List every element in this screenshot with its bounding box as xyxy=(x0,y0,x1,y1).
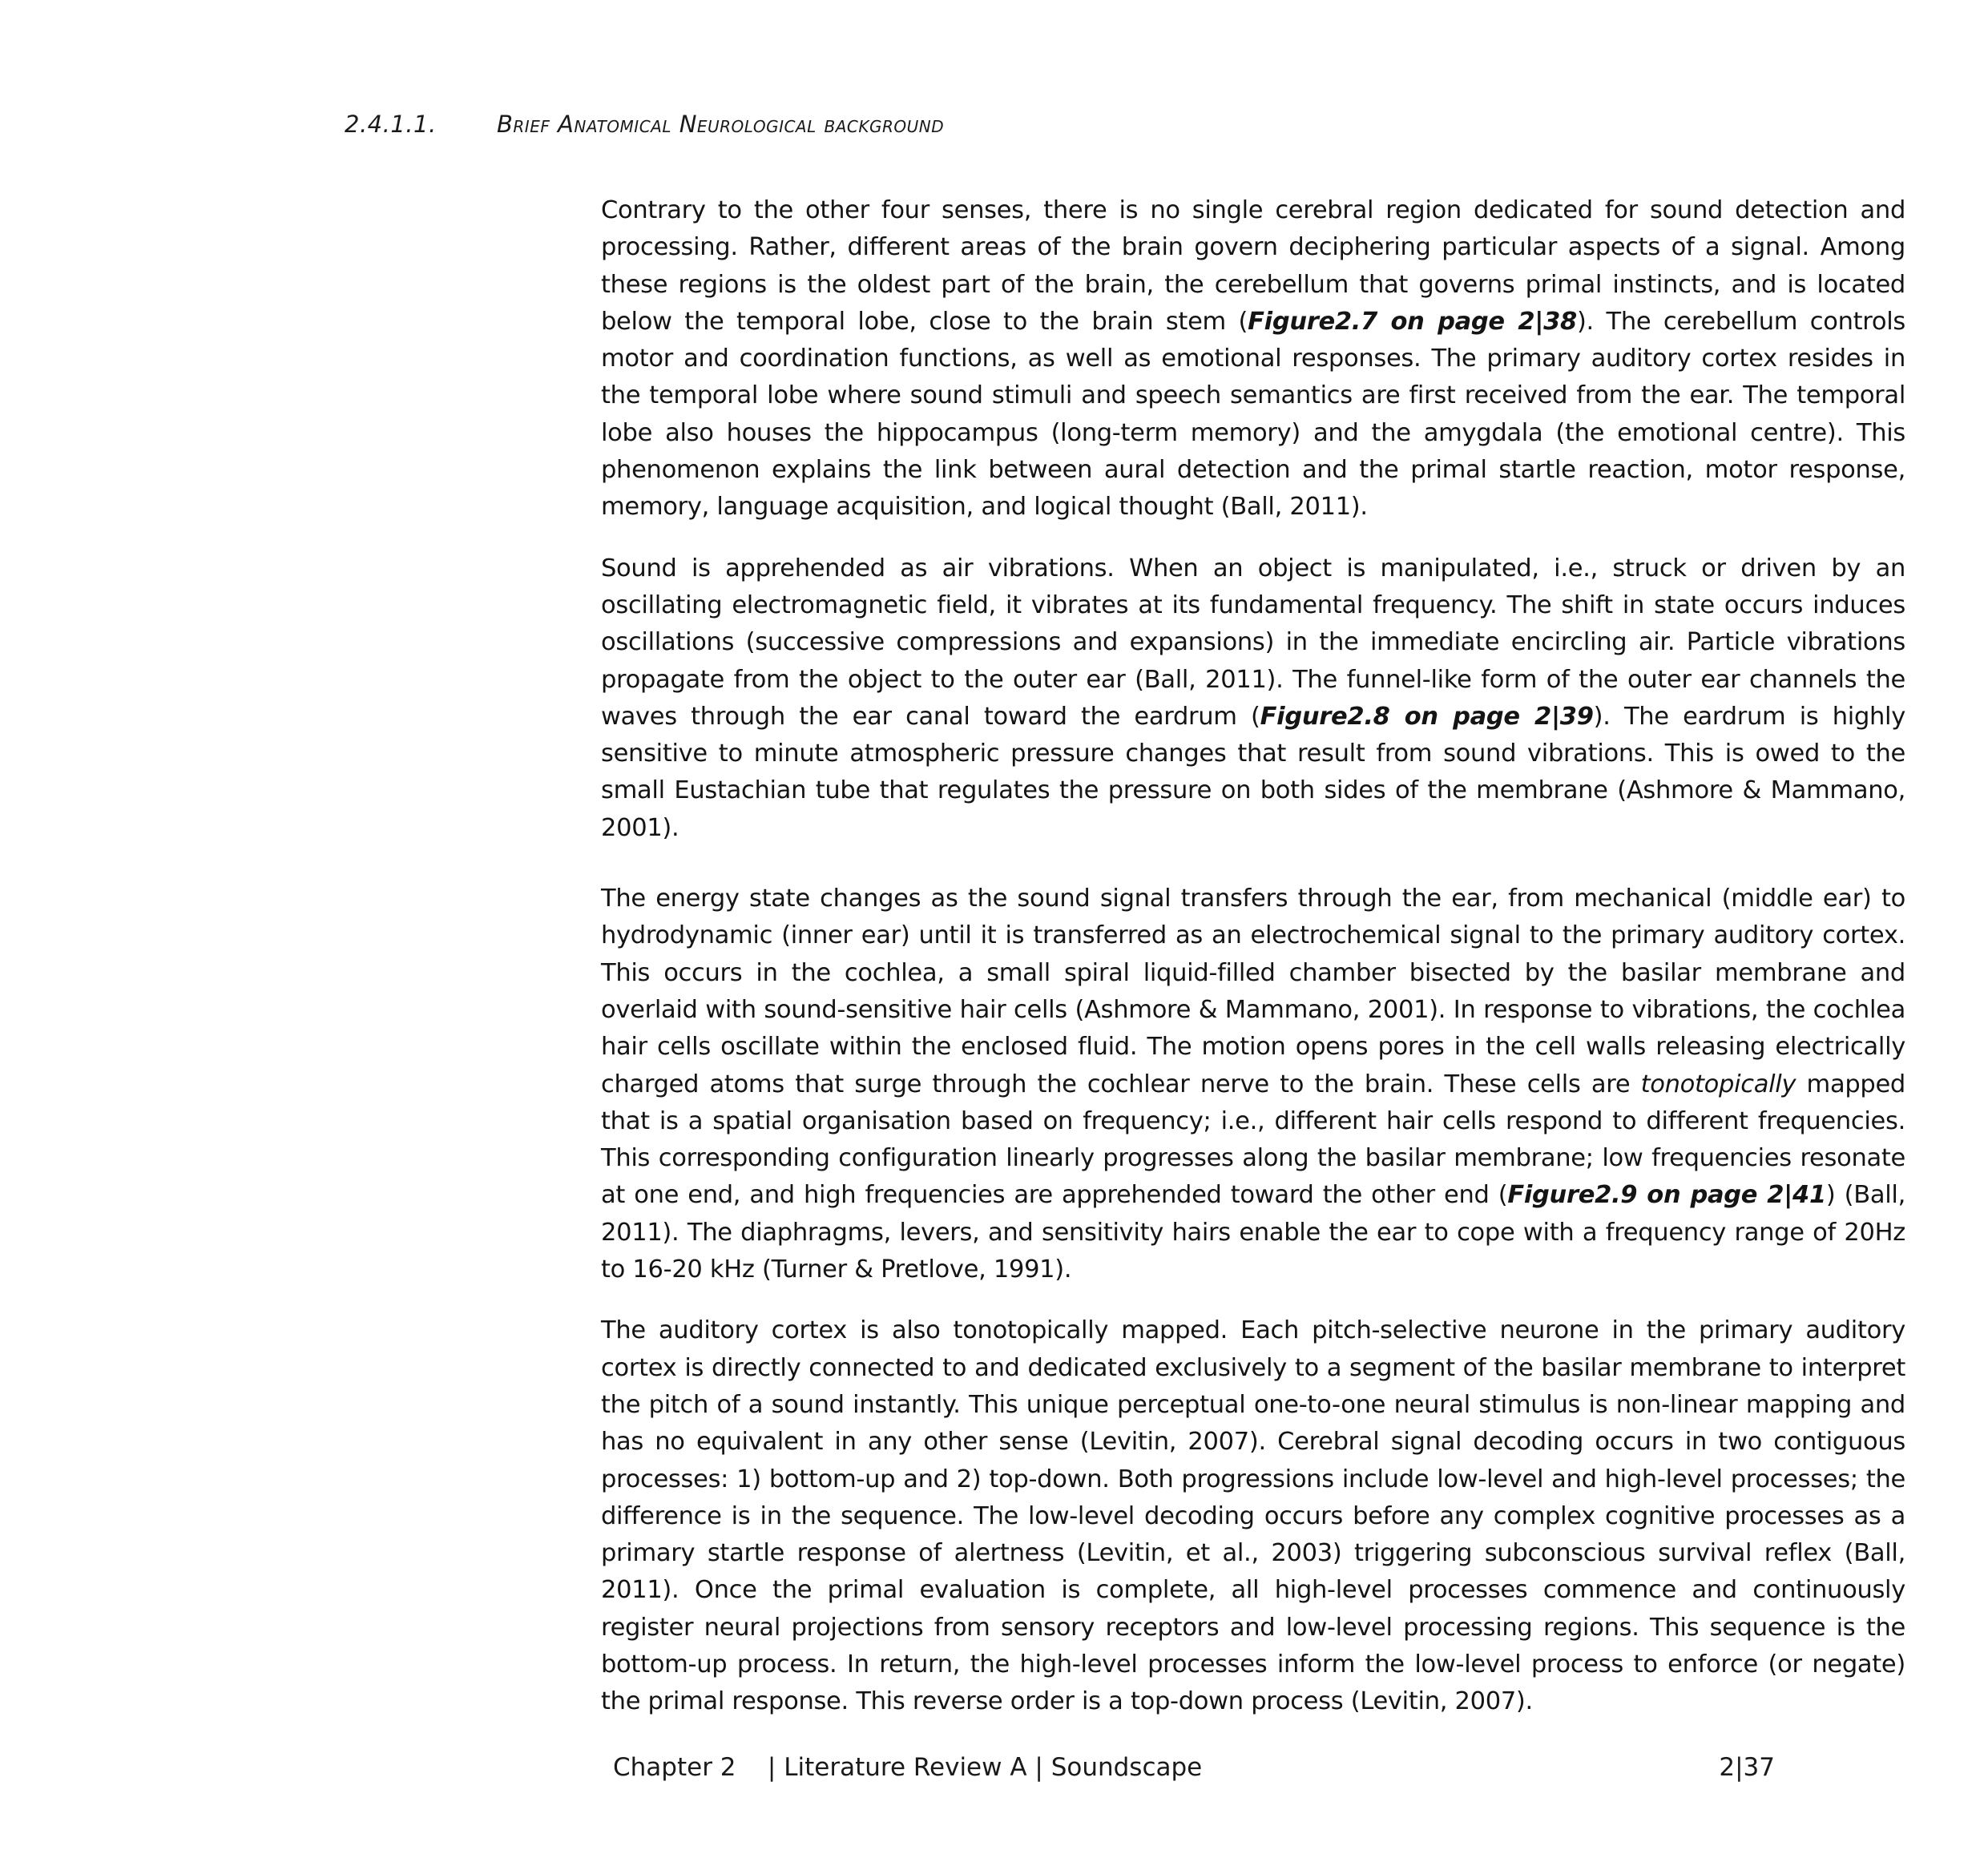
paragraph-2 xyxy=(601,550,1905,847)
footer-chapter-label: Chapter 2 | Literature Review A | Soundscape xyxy=(613,1753,1203,1782)
figure-reference-link[interactable]: Figure2.8 on page 2|39 xyxy=(1260,702,1594,731)
section-heading xyxy=(345,111,1466,146)
section-title: Brief Anatomical Neurological background xyxy=(497,111,945,138)
paragraph-1-text-a: Contrary to the other four senses, there is no single cerebral region dedicated for sound detection and processing. Rather, different areas of the brain govern deciphering particular aspects of a signal. Among these regions is the oldest part of the brain, the cerebellum that governs primal instincts, and is located below the temporal lobe, close to the brain stem ( xyxy=(601,196,1905,336)
paragraph-3 xyxy=(601,881,1905,1288)
paragraph-4-text-a: The auditory cortex is also tonotopically mapped. Each pitch-selective neurone in the primary auditory cortex is directly connected to and dedicated exclusively to a segment of the basilar membrane to interpret the pitch of a sound instantly. This unique perceptual one-to-one neural stimulus is non-linear mapping and has no equivalent in any other sense (Levitin, 2007). Cerebral signal decoding occurs in two contiguous processes: 1) bottom-up and 2) top-down. Both progressions include low-level and high-level processes; the difference is in the sequence. The low-level decoding occurs before any complex cognitive processes as a primary startle response of alertness (Levitin, et al., 2003) triggering subconscious survival reflex (Ball, 2011). Once the primal evaluation is complete, all high-level processes commence and continuously register neural projections from sensory receptors and low-level processing regions. This sequence is the bottom-up process. In return, the high-level processes inform the low-level process to enforce (or negate) the primal response. This reverse order is a top-down process (Levitin, 2007). xyxy=(601,1316,1905,1716)
page-footer xyxy=(613,1753,1775,1788)
paragraph-3-text-b: mapped that is a spatial organisation based on frequency; i.e., different hair cells respond to different frequencies. This corresponding configuration linearly progresses along the basilar membrane; low frequencies resonate at one end, and high frequencies are apprehended toward the other end ( xyxy=(601,1070,1905,1210)
paragraph-2-text-a: Sound is apprehended as air vibrations. When an object is manipulated, i.e., struck or driven by an oscillating electromagnetic field, it vibrates at its fundamental frequency. The shift in state occurs induces oscillations (successive compressions and expansions) in the immediate encircling air. Particle vibrations propagate from the object to the outer ear (Ball, 2011). The funnel-like form of the outer ear channels the waves through the ear canal toward the eardrum ( xyxy=(601,554,1905,731)
body-text xyxy=(601,192,1905,1745)
paragraph-1 xyxy=(601,192,1905,526)
paragraph-3-text-a: The energy state changes as the sound signal transfers through the ear, from mechanical (middle ear) to hydrodynamic (inner ear) until it is transferred as an electrochemical signal to the primary auditory cortex. This occurs in the cochlea, a small spiral liquid-filled chamber bisected by the basilar membrane and overlaid with sound-sensitive hair cells (Ashmore & Mammano, 2001). In response to vibrations, the cochlea hair cells oscillate within the enclosed fluid. The motion opens pores in the cell walls releasing electrically charged atoms that surge through the cochlear nerve to the brain. These cells are xyxy=(601,885,1905,1098)
section-number: 2.4.1.1. xyxy=(345,111,437,138)
page-number: 2|37 xyxy=(1719,1753,1775,1782)
paragraph-1-text-b: ). The cerebellum controls motor and coordination functions, as well as emotional responses. The primary auditory cortex resides in the temporal lobe where sound stimuli and speech semantics are first received from the ear. The temporal lobe also houses the hippocampus (long-term memory) and the amygdala (the emotional centre). This phenomenon explains the link between aural detection and the primal startle reaction, motor response, memory, language acquisition, and logical thought (Ball, 2011). xyxy=(601,307,1905,522)
paragraph-4 xyxy=(601,1312,1905,1720)
paragraph-2-text-b: ). The eardrum is highly sensitive to minute atmospheric pressure changes that result from sound vibrations. This is owed to the small Eustachian tube that regulates the pressure on both sides of the membrane (Ashmore & Mammano, 2001). xyxy=(601,702,1905,842)
paragraph-3-text-c: ) (Ball, 2011). The diaphragms, levers, and sensitivity hairs enable the ear to cope with a frequency range of 20Hz to 16-20 kHz (Turner & Pretlove, 1991). xyxy=(601,1181,1905,1284)
figure-reference-link[interactable]: Figure2.7 on page 2|38 xyxy=(1248,307,1577,336)
figure-reference-link[interactable]: Figure2.9 on page 2|41 xyxy=(1507,1181,1826,1210)
paragraph-3-italic-term: tonotopically xyxy=(1640,1070,1796,1098)
